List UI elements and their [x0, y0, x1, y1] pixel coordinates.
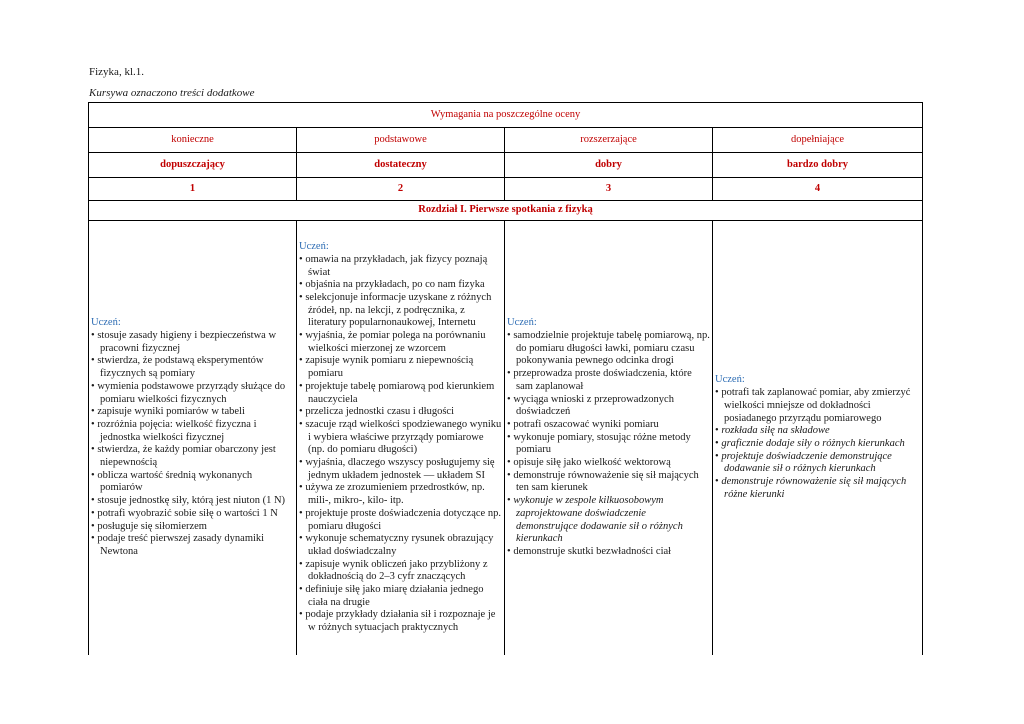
requirement-item: • wyjaśnia, że pomiar polega na porównaniu wielkości mierzonej ze wzorcem — [299, 330, 502, 355]
requirement-item: • stwierdza, że każdy pomiar obarczony jest niepewnością — [91, 444, 294, 469]
requirement-item: • omawia na przykładach, jak fizycy poznają świat — [299, 254, 502, 279]
requirement-item: • graficznie dodaje siły o różnych kierunkach — [715, 438, 920, 451]
requirement-item: • wyciąga wnioski z przeprowadzonych doświadczeń — [507, 394, 710, 419]
requirement-item: • wyjaśnia, dlaczego wszyscy posługujemy się jednym układem jednostek — układem SI — [299, 457, 502, 482]
grade-number-1: 1 — [89, 178, 297, 201]
requirement-item: • objaśnia na przykładach, po co nam fizyka — [299, 279, 502, 292]
student-label: Uczeń: — [507, 317, 537, 329]
student-label: Uczeń: — [91, 317, 121, 329]
requirement-item: • zapisuje wynik obliczeń jako przybliżony z dokładnością do 2–3 cyfr znaczących — [299, 559, 502, 584]
requirement-item: • stosuje zasady higieny i bezpieczeństwa w pracowni fizycznej — [91, 330, 294, 355]
requirement-item: • wykonuje pomiary, stosując różne metody pomiaru — [507, 432, 710, 457]
level-podstawowe: podstawowe — [297, 128, 505, 153]
student-label: Uczeń: — [715, 374, 745, 386]
grade-number-3: 3 — [505, 178, 713, 201]
grade-bardzo-dobry: bardzo dobry — [713, 153, 923, 178]
requirement-item: • potrafi oszacować wyniki pomiaru — [507, 419, 710, 432]
document-subject: Fizyka, kl.1. — [89, 66, 144, 78]
requirement-item: • potrafi tak zaplanować pomiar, aby zmierzyć wielkości mniejsze od dokładności posiadanego przyrządu pomiarowego — [715, 387, 920, 425]
grade-number-2: 2 — [297, 178, 505, 201]
requirement-list — [507, 330, 710, 559]
requirement-item: • przeprowadza proste doświadczenia, które sam zaplanował — [507, 368, 710, 393]
requirement-item: • zapisuje wyniki pomiarów w tabeli — [91, 406, 294, 419]
requirement-item: • projektuje tabelę pomiarową pod kierunkiem nauczyciela — [299, 381, 502, 406]
requirement-item: • posługuje się siłomierzem — [91, 521, 294, 534]
requirement-item: • wymienia podstawowe przyrządy służące do pomiaru wielkości fizycznych — [91, 381, 294, 406]
column-podstawowe — [297, 221, 505, 656]
requirement-item: • definiuje siłę jako miarę działania jednego ciała na drugie — [299, 584, 502, 609]
requirement-list — [91, 330, 294, 559]
requirement-item: • stwierdza, że podstawą eksperymentów fizycznych są pomiary — [91, 355, 294, 380]
requirement-item: • projektuje proste doświadczenia dotyczące np. pomiaru długości — [299, 508, 502, 533]
requirement-list — [715, 387, 920, 501]
requirement-item: • demonstruje równoważenie się sił mających ten sam kierunek — [507, 470, 710, 495]
requirement-item: • projektuje doświadczenie demonstrujące dodawanie sił o różnych kierunkach — [715, 451, 920, 476]
level-rozszerzajace: rozszerzające — [505, 128, 713, 153]
grade-dobry: dobry — [505, 153, 713, 178]
italic-legend-note: Kursywa oznaczono treści dodatkowe — [89, 87, 255, 99]
requirement-item: • rozróżnia pojęcia: wielkość fizyczna i jednostka wielkości fizycznej — [91, 419, 294, 444]
requirement-list — [299, 254, 502, 635]
requirement-item: • zapisuje wynik pomiaru z niepewnością pomiaru — [299, 355, 502, 380]
chapter-heading: Rozdział I. Pierwsze spotkania z fizyką — [89, 201, 923, 221]
student-label: Uczeń: — [299, 241, 329, 253]
table-title: Wymagania na poszczególne oceny — [89, 103, 923, 128]
column-dopelniajace — [713, 221, 923, 656]
requirement-item: • podaje treść pierwszej zasady dynamiki Newtona — [91, 533, 294, 558]
requirement-item: • opisuje siłę jako wielkość wektorową — [507, 457, 710, 470]
requirement-item: • wykonuje schematyczny rysunek obrazujący układ doświadczalny — [299, 533, 502, 558]
requirement-item: • wykonuje w zespole kilkuosobowym zaprojektowane doświadczenie demonstrujące dodawanie sił o różnych kierunkach — [507, 495, 710, 546]
grade-dostateczny: dostateczny — [297, 153, 505, 178]
requirement-item: • szacuje rząd wielkości spodziewanego wyniku i wybiera właściwe przyrządy pomiarowe (np. do pomiaru długości) — [299, 419, 502, 457]
column-rozszerzajace — [505, 221, 713, 656]
column-konieczne — [89, 221, 297, 656]
level-dopelniajace: dopełniające — [713, 128, 923, 153]
requirement-item: • podaje przykłady działania sił i rozpoznaje je w różnych sytuacjach praktycznych — [299, 609, 502, 634]
requirements-table — [88, 102, 923, 655]
requirement-item: • demonstruje równoważenie się sił mających różne kierunki — [715, 476, 920, 501]
grade-number-4: 4 — [713, 178, 923, 201]
requirement-item: • przelicza jednostki czasu i długości — [299, 406, 502, 419]
requirement-item: • oblicza wartość średnią wykonanych pomiarów — [91, 470, 294, 495]
requirement-item: • używa ze zrozumieniem przedrostków, np. mili-, mikro-, kilo- itp. — [299, 482, 502, 507]
grade-dopuszczajacy: dopuszczający — [89, 153, 297, 178]
requirement-item: • selekcjonuje informacje uzyskane z różnych źródeł, np. na lekcji, z podręcznika, z literatury popularnonaukowej, Internetu — [299, 292, 502, 330]
requirement-item: • stosuje jednostkę siły, którą jest niuton (1 N) — [91, 495, 294, 508]
level-konieczne: konieczne — [89, 128, 297, 153]
requirement-item: • potrafi wyobrazić sobie siłę o wartości 1 N — [91, 508, 294, 521]
requirement-item: • demonstruje skutki bezwładności ciał — [507, 546, 710, 559]
requirement-item: • rozkłada siłę na składowe — [715, 425, 920, 438]
requirement-item: • samodzielnie projektuje tabelę pomiarową, np. do pomiaru długości ławki, pomiaru czasu pokonywania pewnego odcinka drogi — [507, 330, 710, 368]
